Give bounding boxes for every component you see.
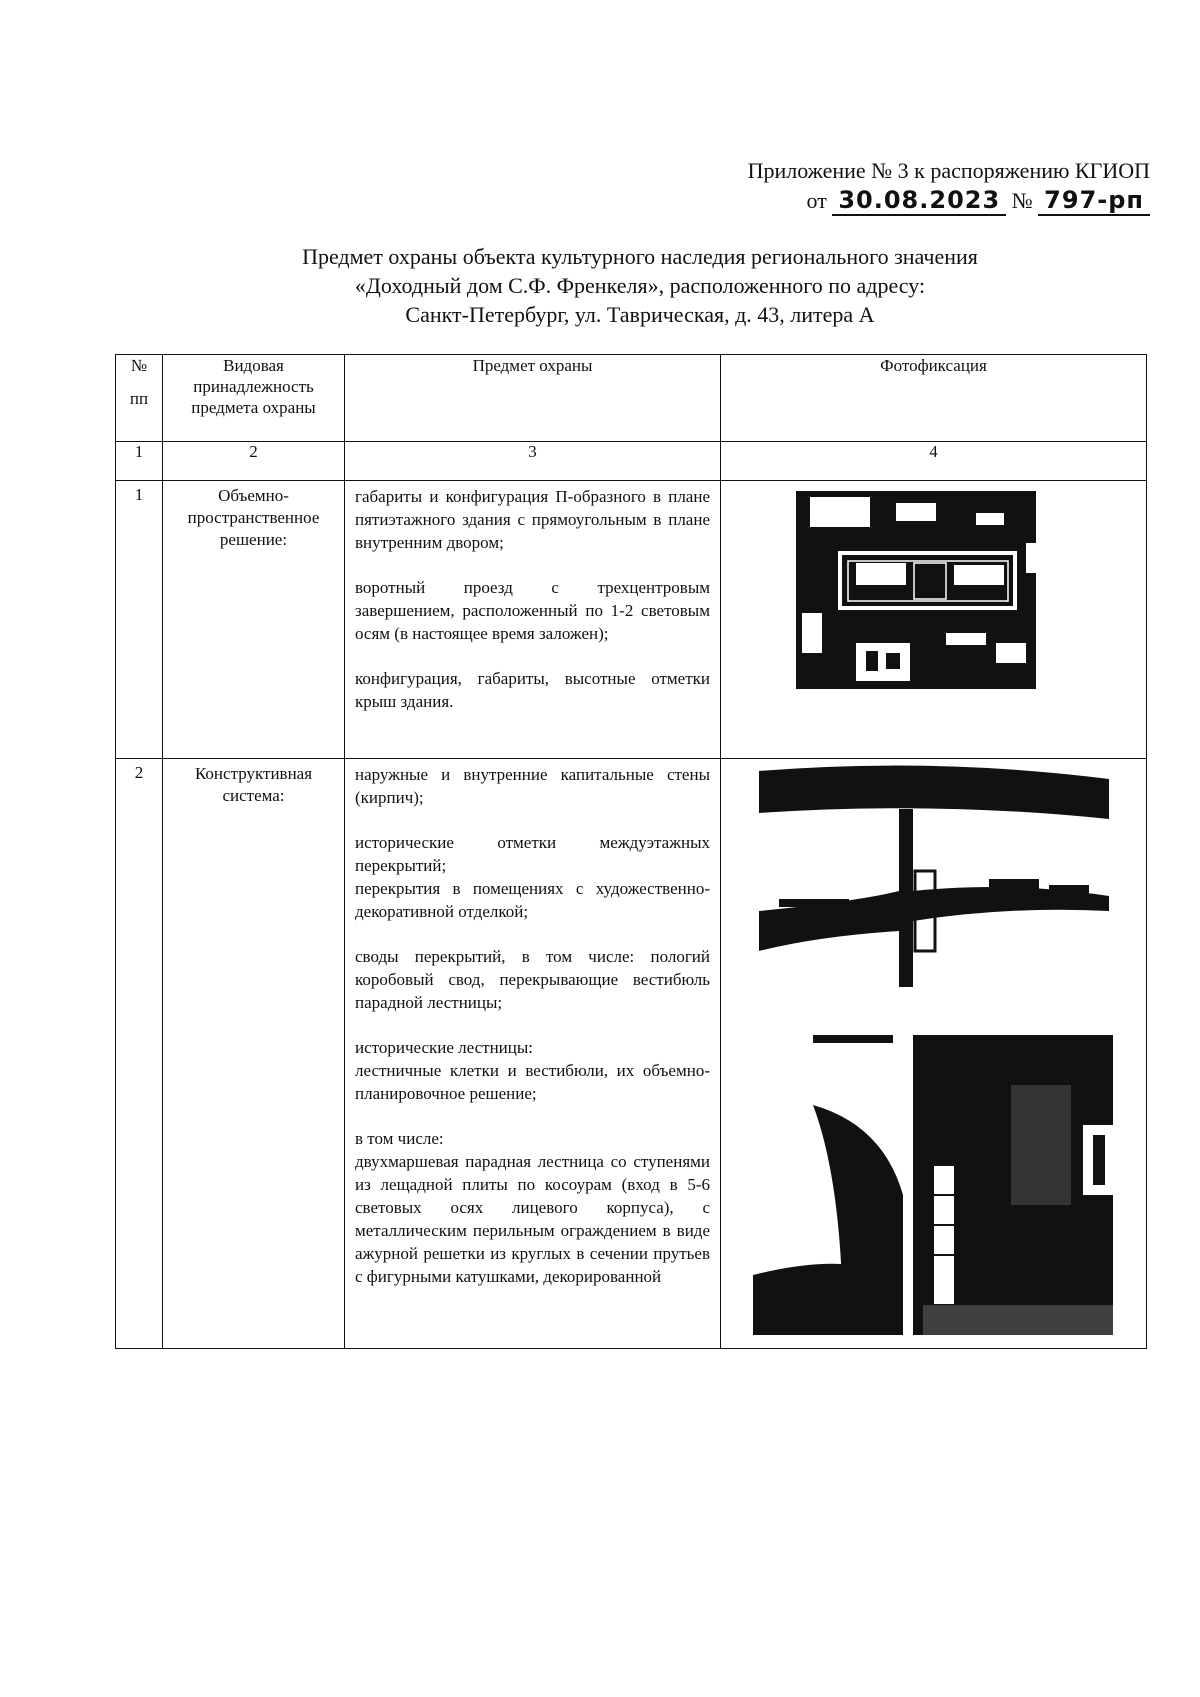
- row-kind: Объемно-пространственное решение:: [163, 481, 345, 759]
- appendix-reference: Приложение № 3 к распоряжению КГИОП: [747, 158, 1150, 183]
- header-photo: Фотофиксация: [721, 355, 1147, 442]
- staircase-photo: [753, 1035, 1117, 1335]
- header-number: [116, 355, 163, 442]
- row-number: 1: [116, 481, 163, 759]
- column-number: 1: [116, 442, 163, 481]
- table-row: [116, 481, 1147, 759]
- subject-paragraph: воротный проезд с трехцентровым завершением, расположенный по 1-2 световым осям (в настоящее время заложен);: [355, 578, 710, 643]
- number-label: №: [1011, 188, 1033, 213]
- row-kind: Конструктивная система:: [163, 759, 345, 1349]
- table-row: [116, 759, 1147, 1349]
- row-subject: [345, 759, 721, 1349]
- from-label: от: [806, 188, 827, 213]
- header-number-pp: пп: [129, 389, 149, 408]
- subject-paragraph: двухмаршевая парадная лестница со ступенями из лещадной плиты по косоурам (вход в 5-6 световых осях лицевого корпуса), с металлическим перильным ограждением в виде ажурной решетки из круглых в сечении прутьев с фигурными катушками, декорированной: [355, 1152, 710, 1286]
- title-line-3: Санкт-Петербург, ул. Таврическая, д. 43, литера А: [405, 302, 875, 327]
- subject-paragraph: лестничные клетки и вестибюли, их объемно-планировочное решение;: [355, 1061, 710, 1103]
- vault-photo: [759, 761, 1109, 991]
- column-number: 4: [721, 442, 1147, 481]
- order-date-number: [807, 186, 1150, 214]
- subject-paragraph: перекрытия в помещениях с художественно-декоративной отделкой;: [355, 879, 710, 921]
- row-photo-cell: [721, 759, 1147, 1349]
- title-line-1: Предмет охраны объекта культурного наследия регионального значения: [302, 244, 978, 269]
- row-photo-cell: [721, 481, 1147, 759]
- subject-paragraph: исторические отметки междуэтажных перекрытий;: [355, 833, 710, 875]
- table-header-row: [116, 355, 1147, 442]
- aerial-photo: [796, 483, 1066, 695]
- order-number: 797-рп: [1038, 186, 1150, 216]
- header-number-symbol: №: [130, 356, 148, 375]
- title-line-2: «Доходный дом С.Ф. Френкеля», расположенного по адресу:: [354, 273, 926, 298]
- protection-subject-table: [115, 354, 1147, 1349]
- subject-paragraph: своды перекрытий, в том числе: пологий коробовый свод, перекрывающие вестибюль парадной лестницы;: [355, 947, 710, 1012]
- column-number: 3: [345, 442, 721, 481]
- column-number: 2: [163, 442, 345, 481]
- column-number-row: [116, 442, 1147, 481]
- order-date: 30.08.2023: [832, 186, 1006, 216]
- subject-paragraph: в том числе:: [355, 1129, 444, 1148]
- header-kind: Видовая принадлежность предмета охраны: [163, 355, 345, 442]
- subject-paragraph: исторические лестницы:: [355, 1038, 534, 1057]
- subject-paragraph: конфигурация, габариты, высотные отметки крыш здания.: [355, 669, 710, 711]
- row-number: 2: [116, 759, 163, 1349]
- row-subject: [345, 481, 721, 759]
- subject-paragraph: габариты и конфигурация П-образного в плане пятиэтажного здания с прямоугольным в плане внутренним двором;: [355, 487, 710, 552]
- document-title: [150, 242, 1130, 329]
- subject-paragraph: наружные и внутренние капитальные стены (кирпич);: [355, 765, 710, 807]
- header-subject: Предмет охраны: [345, 355, 721, 442]
